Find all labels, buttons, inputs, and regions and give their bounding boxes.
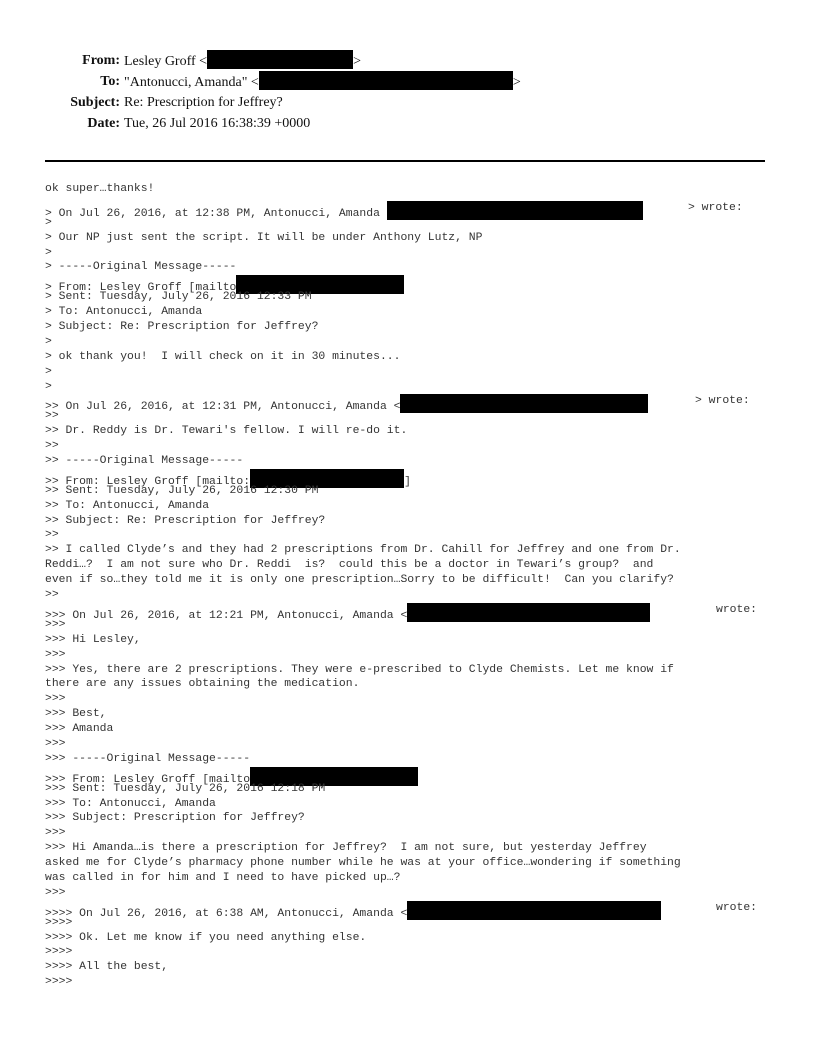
- body-line: >>: [45, 589, 59, 602]
- body-line: >: [45, 335, 52, 348]
- body-line: >>> -----Original Message-----: [45, 752, 251, 765]
- body-line: > To: Antonucci, Amanda: [45, 306, 203, 319]
- body-line: asked me for Clyde’s pharmacy phone number while he was at your office…wondering if something: [45, 857, 681, 870]
- body-line: > Our NP just sent the script. It will be under Anthony Lutz, NP: [45, 231, 483, 244]
- body-line: >>>: [45, 648, 66, 661]
- body-line: >> -----Original Message-----: [45, 455, 244, 468]
- body-line: > ok thank you! I will check on it in 30 minutes...: [45, 350, 401, 363]
- date-row: [0, 113, 816, 134]
- to-row: [0, 71, 816, 92]
- body-line: > Sent: Tuesday, July 26, 2016 12:33 PM: [45, 291, 312, 304]
- body-line: >>>>: [45, 916, 73, 929]
- body-line: >>>> Ok. Let me know if you need anything else.: [45, 931, 367, 944]
- body-line: >: [45, 216, 52, 229]
- body-line: there are any issues obtaining the medication.: [45, 678, 360, 691]
- subject-row: [0, 92, 816, 113]
- body-line: >>> Yes, there are 2 prescriptions. They were e-prescribed to Clyde Chemists. Let me know if: [45, 663, 674, 676]
- body-line: >>>>: [45, 946, 73, 959]
- body-line: > -----Original Message-----: [45, 261, 237, 274]
- date-label: Date:: [87, 116, 120, 131]
- header-divider: [45, 160, 765, 162]
- body-line: >>> To: Antonucci, Amanda: [45, 797, 216, 810]
- body-line: >> Subject: Re: Prescription for Jeffrey?: [45, 514, 326, 527]
- body-line: >: [45, 365, 52, 378]
- body-line: >>>> All the best,: [45, 961, 169, 974]
- from-value: Lesley Groff <: [124, 54, 208, 69]
- body-line: >>> Hi Amanda…is there a prescription for Jeffrey? I am not sure, but yesterday Jeffrey: [45, 842, 647, 855]
- body-line: >> Dr. Reddy is Dr. Tewari's fellow. I will re-do it.: [45, 425, 408, 438]
- date-value: Tue, 26 Jul 2016 16:38:39 +0000: [124, 116, 311, 131]
- email-body: [45, 182, 785, 990]
- body-line: >>>>: [45, 976, 73, 989]
- body-line: >>> Subject: Prescription for Jeffrey?: [45, 812, 305, 825]
- body-line: >>> Hi Lesley,: [45, 633, 141, 646]
- body-line: even if so…they told me it is only one prescription…Sorry to be difficult! Can you clarify?: [45, 574, 674, 587]
- body-line: ok super…thanks!: [45, 183, 155, 195]
- from-label: From:: [82, 53, 120, 68]
- body-line: was called in for him and I need to have picked up…?: [45, 871, 401, 884]
- email-header: [0, 50, 816, 134]
- to-value: "Antonucci, Amanda" <: [124, 75, 259, 90]
- body-line: >>>: [45, 886, 66, 899]
- body-line: >> I called Clyde’s and they had 2 prescriptions from Dr. Cahill for Jeffrey and one from Dr.: [45, 544, 681, 557]
- body-line: >>: [45, 410, 59, 423]
- subject-value: Re: Prescription for Jeffrey?: [124, 95, 283, 110]
- body-line: >>>: [45, 737, 66, 750]
- to-close: >: [512, 75, 521, 90]
- from-close: >: [353, 54, 361, 69]
- body-line: >>> Amanda: [45, 723, 114, 736]
- body-line: >>> Sent: Tuesday, July 26, 2016 12:18 PM: [45, 782, 326, 795]
- body-line: > On Jul 26, 2016, at 12:38 PM, Antonucci, Amanda > wrote:: [45, 201, 743, 220]
- body-line: >>> Best,: [45, 708, 107, 721]
- body-line: >>: [45, 440, 59, 453]
- from-row: [0, 50, 816, 71]
- body-line: >>>: [45, 693, 66, 706]
- body-line: >: [45, 246, 52, 259]
- body-line: >>>: [45, 827, 66, 840]
- subject-label: Subject:: [70, 95, 120, 110]
- body-line: >>>: [45, 618, 66, 631]
- to-label: To:: [100, 74, 120, 89]
- body-line: > Subject: Re: Prescription for Jeffrey?: [45, 321, 319, 334]
- body-line: >> From: Lesley Groff [mailto: ]: [45, 469, 785, 484]
- body-line: >> To: Antonucci, Amanda: [45, 499, 210, 512]
- redaction-bar: [207, 50, 353, 69]
- body-line: >> On Jul 26, 2016, at 12:31 PM, Antonucci, Amanda < > wrote:: [45, 395, 750, 414]
- body-line: > From: Lesley Groff [mailto: [45, 275, 785, 290]
- body-line: Reddi…? I am not sure who Dr. Reddi is? could this be a doctor in Tewari’s group? and: [45, 559, 654, 572]
- body-line: >>>> On Jul 26, 2016, at 6:38 AM, Antonucci, Amanda < wrote:: [45, 901, 758, 920]
- body-line: >>: [45, 529, 59, 542]
- body-line: >>> On Jul 26, 2016, at 12:21 PM, Antonucci, Amanda < wrote:: [45, 603, 758, 622]
- body-line: >: [45, 380, 52, 393]
- body-line: >>> From: Lesley Groff [mailto: [45, 767, 785, 782]
- body-line: >> Sent: Tuesday, July 26, 2016 12:30 PM: [45, 484, 319, 497]
- redaction-bar: [259, 71, 513, 90]
